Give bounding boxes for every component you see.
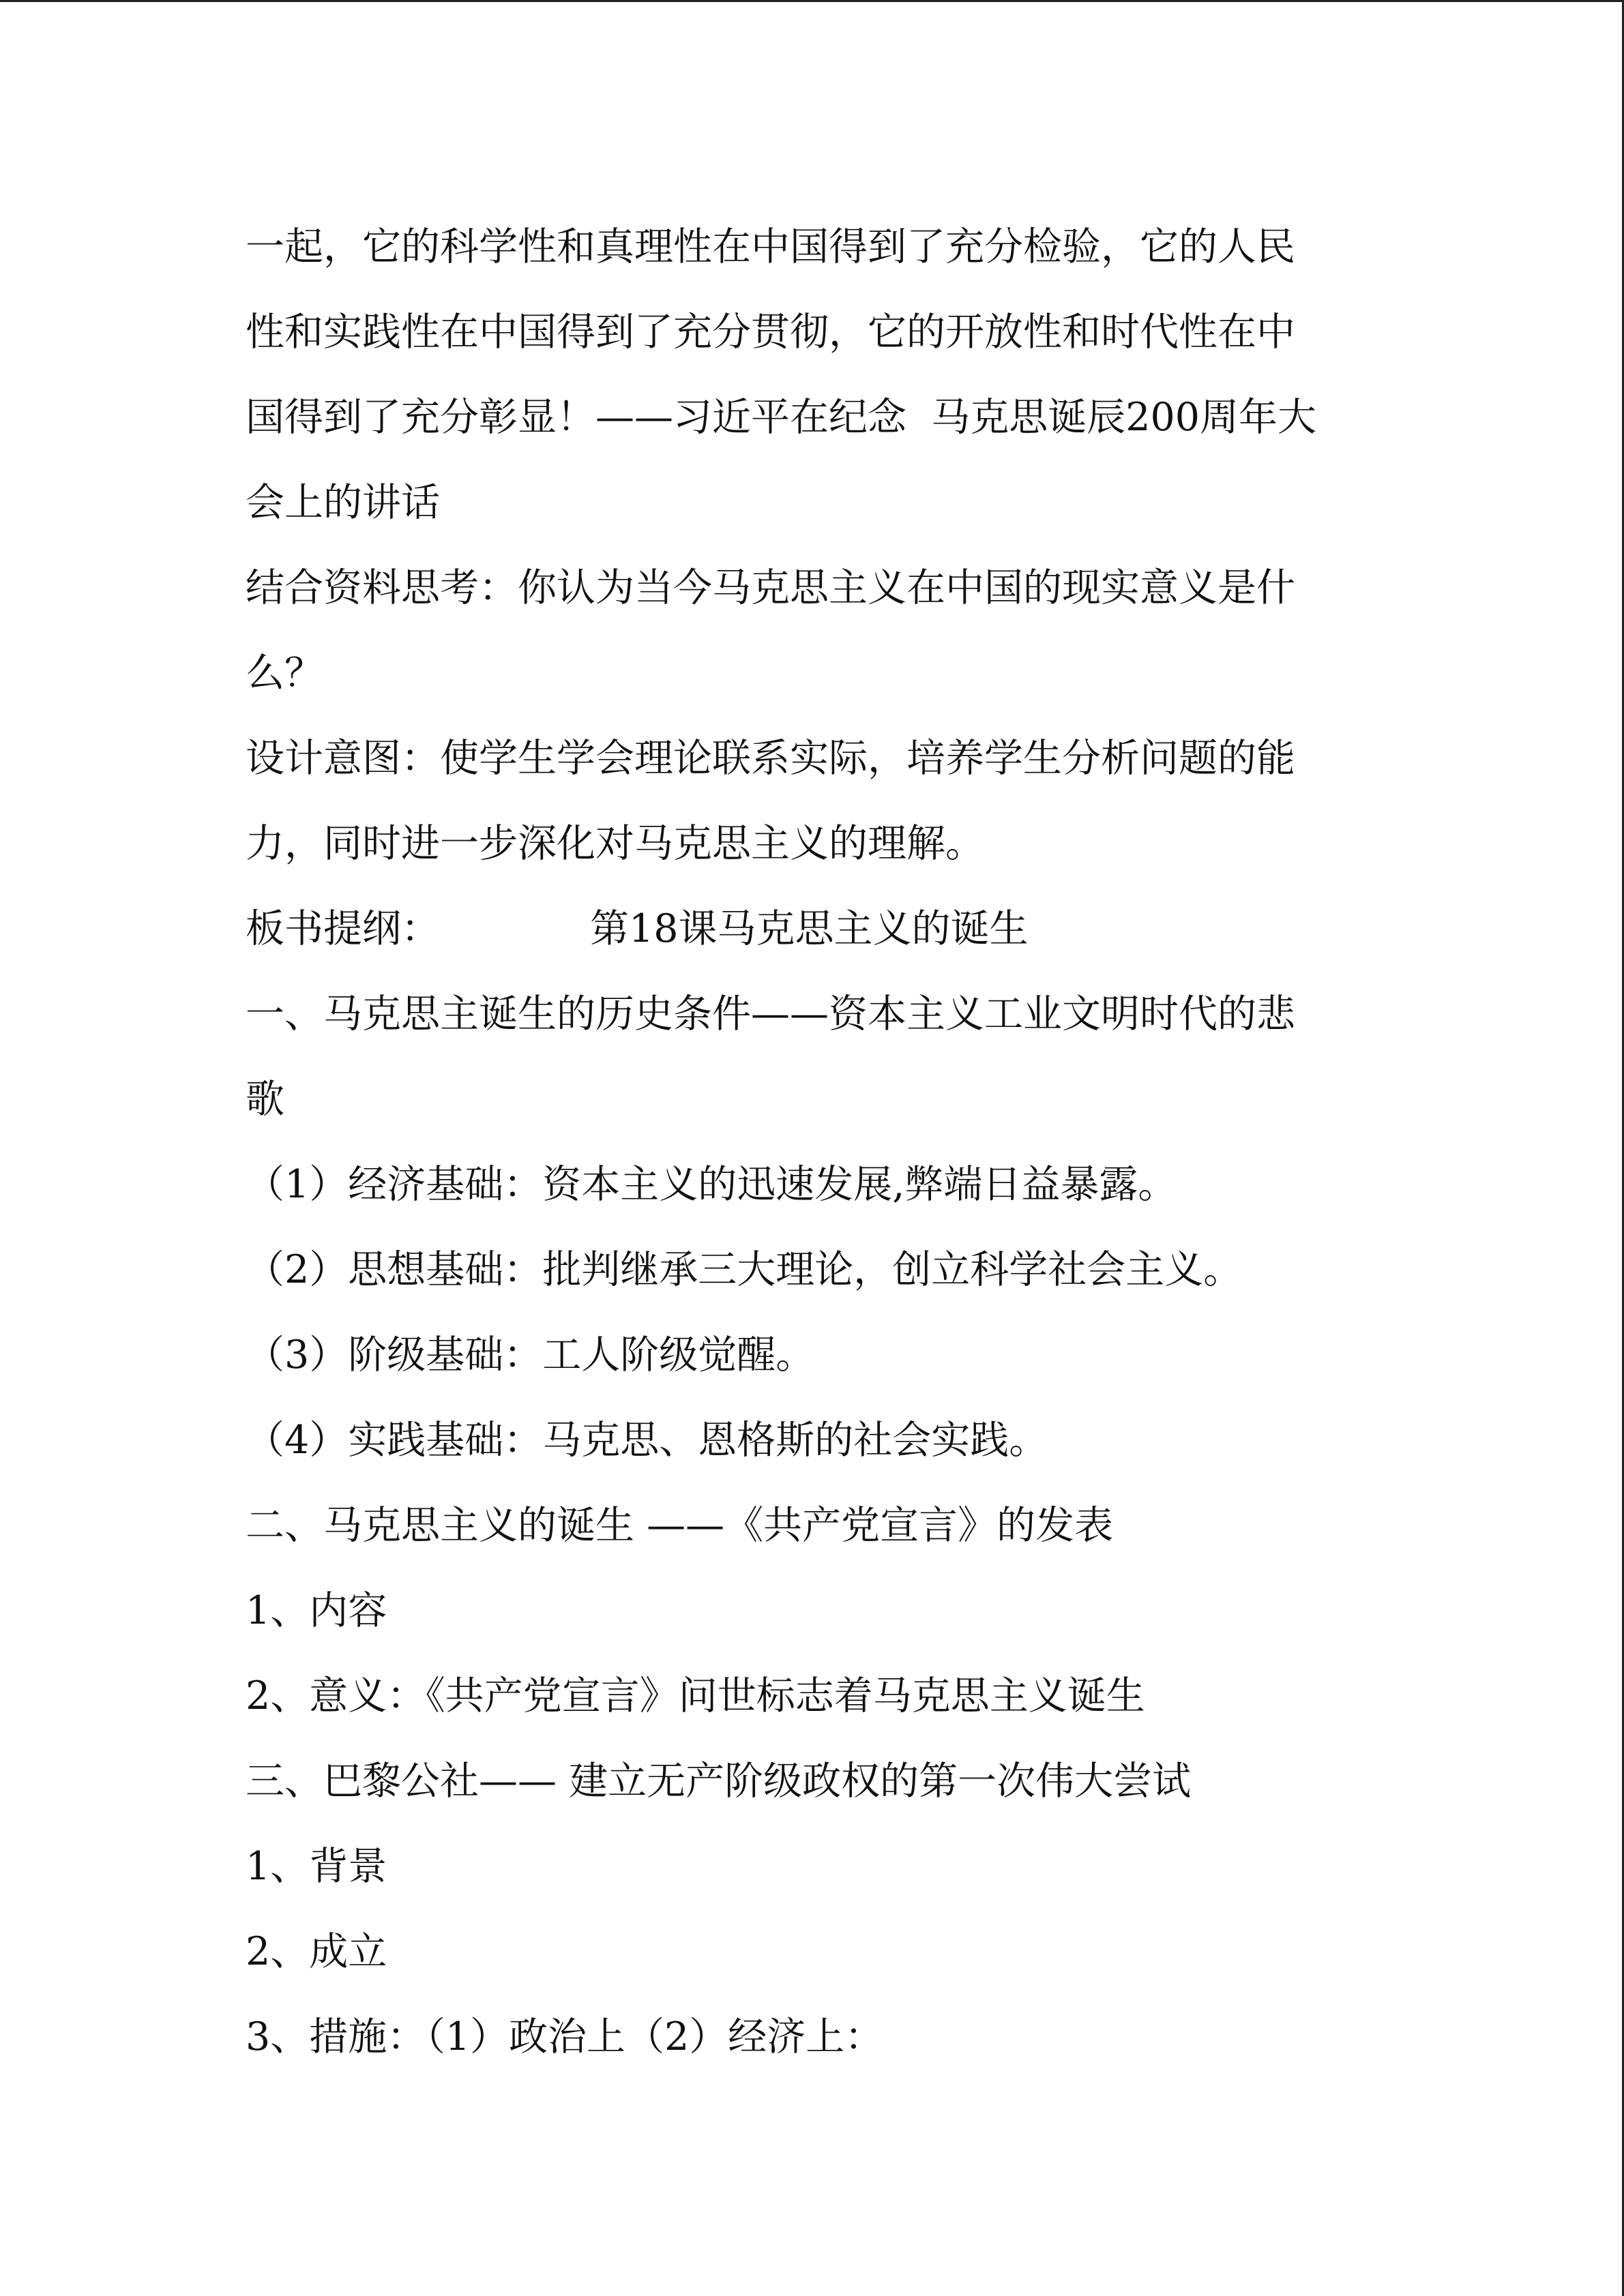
outline-line-4: （2）思想基础：批判继承三大理论，创立科学社会主义。 — [246, 1247, 1243, 1292]
design-intent-line-2: 力，同时进一步深化对马克思主义的理解。 — [246, 821, 984, 866]
outline-line-1: 一、马克思主诞生的历史条件——资本主义工业文明时代的悲 — [246, 992, 1295, 1037]
outline-line-5: （3）阶级基础：工人阶级觉醒。 — [246, 1332, 815, 1377]
outline-label: 板书提纲： — [246, 906, 440, 951]
outline-line-3: （1）经济基础：资本主义的迅速发展,弊端日益暴露。 — [246, 1162, 1177, 1207]
outline-line-9: 2、意义：《共产党宣言》问世标志着马克思主义诞生 — [246, 1673, 1145, 1718]
outline-line-13: 3、措施：（1）政治上（2）经济上： — [246, 2014, 884, 2059]
outline-line-2: 歌 — [246, 1077, 284, 1122]
outline-line-10: 三、巴黎公社—— 建立无产阶级政权的第一次伟大尝试 — [246, 1759, 1192, 1804]
quote-line-1: 一起，它的科学性和真理性在中国得到了充分检验，它的人民 — [246, 224, 1295, 269]
outline-heading — [246, 886, 1391, 972]
document-page — [246, 205, 1391, 2080]
outline-line-11: 1、背景 — [246, 1844, 387, 1889]
page-top-border — [0, 0, 1624, 2]
quote-line-3: 国得到了充分彰显！——习近平在纪念 马克思诞辰200周年大 — [246, 395, 1317, 440]
outline-title: 第18课马克思主义的诞生 — [590, 906, 1029, 951]
quote-line-4: 会上的讲话 — [246, 480, 440, 525]
outline-line-8: 1、内容 — [246, 1588, 387, 1633]
question-line-2: 么？ — [246, 651, 323, 696]
design-intent-line-1: 设计意图：使学生学会理论联系实际，培养学生分析问题的能 — [246, 736, 1295, 781]
outline-line-12: 2、成立 — [246, 1929, 387, 1974]
outline-line-6: （4）实践基础：马克思、恩格斯的社会实践。 — [246, 1418, 1048, 1463]
question-line-1: 结合资料思考：你认为当今马克思主义在中国的现实意义是什 — [246, 565, 1295, 610]
quote-line-2: 性和实践性在中国得到了充分贯彻，它的开放性和时代性在中 — [246, 310, 1295, 355]
outline-line-7: 二、马克思主义的诞生 ——《共产党宣言》的发表 — [246, 1503, 1114, 1548]
